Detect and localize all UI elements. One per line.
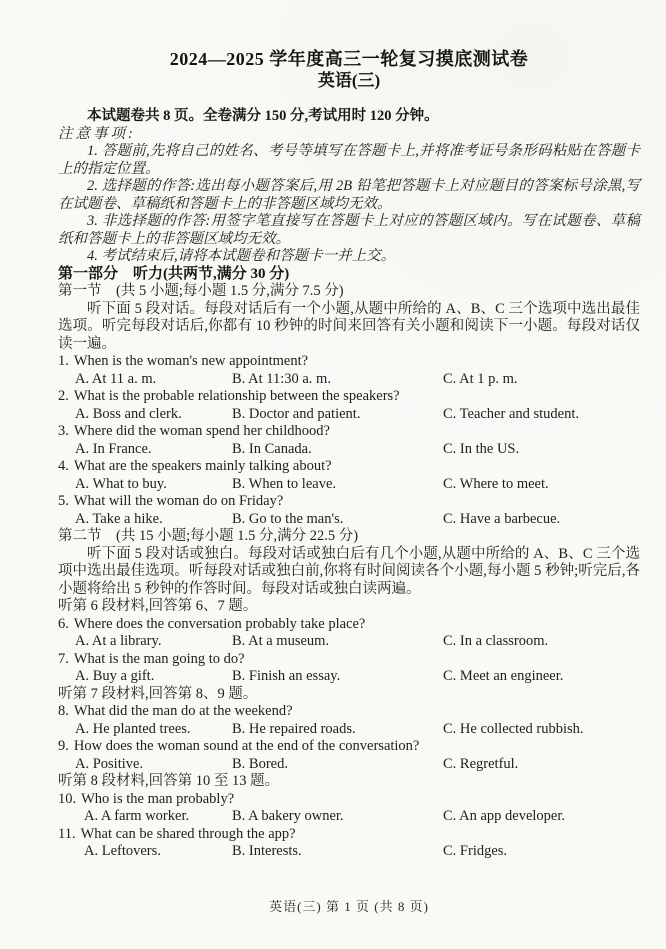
- exam-subtitle: 英语(三): [317, 71, 381, 90]
- option-c: C. At 1 p. m.: [443, 370, 518, 387]
- question-stem: [58, 493, 640, 511]
- question-stem: [58, 651, 640, 669]
- notice-item-3: 3. 非选择题的作答:用签字笔直接写在答题卡上对应的答题区域内。写在试题卷、草稿纸和答题卡上的非答题区域均无效。: [58, 213, 640, 247]
- question-text: What will the woman do on Friday?: [73, 493, 284, 509]
- option-b: B. Doctor and patient.: [232, 405, 361, 422]
- question-text: What is the man going to do?: [73, 650, 245, 667]
- question-number: 9.: [58, 738, 69, 754]
- question-number: 1.: [58, 353, 69, 369]
- option-c: C. An app developer.: [443, 808, 566, 824]
- question-text: When is the woman's new appointment?: [73, 353, 309, 369]
- question-stem: [58, 388, 640, 406]
- question-options: [58, 843, 640, 861]
- question-text: What did the man do at the weekend?: [73, 703, 293, 719]
- exam-title: 2024—2025 学年度高三一轮复习摸底测试卷: [169, 49, 529, 69]
- option-c: C. Regretful.: [443, 755, 519, 772]
- question-number: 5.: [58, 493, 69, 509]
- option-c: C. Have a barbecue.: [443, 510, 561, 527]
- option-a: A. In France.: [75, 440, 152, 457]
- question-options: [58, 633, 640, 651]
- question-2: [58, 388, 640, 423]
- question-options: [58, 371, 640, 389]
- question-stem: [58, 703, 640, 721]
- question-options: [58, 476, 640, 494]
- question-stem: [58, 791, 640, 809]
- option-a: A. Buy a gift.: [75, 668, 155, 684]
- question-stem: [58, 738, 640, 756]
- option-a: A. Take a hike.: [75, 510, 163, 527]
- question-11: [58, 826, 640, 861]
- option-c: C. Where to meet.: [443, 475, 549, 492]
- option-c: C. He collected rubbish.: [443, 720, 584, 737]
- question-number: 6.: [58, 615, 69, 632]
- question-text: What can be shared through the app?: [80, 825, 296, 842]
- question-text: How does the woman sound at the end of the conversation?: [73, 738, 420, 754]
- notice-label: 注意事项:: [58, 125, 136, 142]
- question-text: What is the probable relationship between the speakers?: [73, 388, 400, 404]
- option-b: B. Go to the man's.: [232, 510, 344, 527]
- option-b: B. When to leave.: [232, 475, 337, 492]
- part1-heading: 第一部分 听力(共两节,满分 30 分): [58, 265, 290, 282]
- option-b: B. Interests.: [232, 843, 302, 859]
- question-stem: [58, 423, 640, 441]
- question-7: [58, 651, 640, 686]
- option-a: A. Positive.: [75, 755, 144, 772]
- question-number: 11.: [58, 825, 76, 842]
- question-stem: [58, 616, 640, 634]
- option-a: A. He planted trees.: [75, 720, 191, 737]
- option-a: A. What to buy.: [75, 475, 167, 492]
- question-6: [58, 616, 640, 651]
- option-b: B. In Canada.: [232, 440, 312, 457]
- material-note-6-7: 听第 6 段材料,回答第 6、7 题。: [58, 598, 258, 614]
- question-5: [58, 493, 640, 528]
- option-a: A. Boss and clerk.: [75, 405, 182, 422]
- option-c: C. Fridges.: [443, 843, 508, 859]
- notice-item-2: 2. 选择题的作答:选出每小题答案后,用 2B 铅笔把答题卡上对应题目的答案标号涂黑,写在试题卷、草稿纸和答题卡上的非答题区域均无效。: [58, 178, 640, 212]
- question-10: [58, 791, 640, 826]
- section1-heading: 第一节 (共 5 小题;每小题 1.5 分,满分 7.5 分): [58, 283, 344, 299]
- question-number: 4.: [58, 458, 69, 474]
- option-c: C. In the US.: [443, 440, 520, 457]
- question-options: [58, 668, 640, 686]
- question-options: [58, 406, 640, 424]
- question-options: [58, 721, 640, 739]
- page-footer: 英语(三) 第 1 页 (共 8 页): [269, 899, 429, 914]
- question-options: [58, 808, 640, 826]
- material-note-8-9: 听第 7 段材料,回答第 8、9 题。: [58, 685, 258, 702]
- question-4: [58, 458, 640, 493]
- question-number: 3.: [58, 423, 69, 439]
- option-a: A. At 11 a. m.: [75, 370, 157, 387]
- section2-instructions: 听下面 5 段对话或独白。每段对话或独白后有几个小题,从题中所给的 A、B、C 三个选项中选出最佳选项。听每段对话或独白前,你将有时间阅读各个小题,每小题 5 秒钟;听完后,各小题将给出 5 秒钟的作答时间。每段对话或独白读两遍。: [58, 545, 640, 597]
- notice-item-1: 1. 答题前,先将自己的姓名、考号等填写在答题卡上,并将准考证号条形码粘贴在答题卡上的指定位置。: [58, 143, 640, 177]
- question-number: 2.: [58, 388, 69, 404]
- option-b: B. He repaired roads.: [232, 720, 356, 737]
- option-b: B. Finish an essay.: [232, 668, 341, 684]
- option-a: A. At a library.: [75, 633, 162, 649]
- question-text: Where does the conversation probably take place?: [73, 615, 366, 632]
- question-stem: [58, 458, 640, 476]
- option-b: B. Bored.: [232, 755, 288, 772]
- question-number: 7.: [58, 650, 69, 667]
- material-note-10-13: 听第 8 段材料,回答第 10 至 13 题。: [58, 773, 280, 789]
- question-text: What are the speakers mainly talking about?: [73, 458, 332, 474]
- section2-heading: 第二节 (共 15 小题;每小题 1.5 分,满分 22.5 分): [58, 528, 359, 544]
- question-8: [58, 703, 640, 738]
- option-c: C. Teacher and student.: [443, 405, 580, 422]
- question-stem: [58, 826, 640, 844]
- question-number: 10.: [58, 790, 77, 807]
- option-a: A. Leftovers.: [84, 843, 161, 859]
- option-a: A. A farm worker.: [84, 808, 190, 824]
- question-text: Who is the man probably?: [81, 790, 235, 807]
- section1-instructions: 听下面 5 段对话。每段对话后有一个小题,从题中所给的 A、B、C 三个选项中选出最佳选项。听完每段对话后,你都有 10 秒钟的时间来回答有关小题和阅读下一小题。每段对话仅读一遍。: [58, 300, 640, 352]
- question-options: [58, 756, 640, 774]
- option-c: C. In a classroom.: [443, 633, 549, 649]
- question-stem: [58, 353, 640, 371]
- question-text: Where did the woman spend her childhood?: [73, 423, 330, 439]
- question-1: [58, 353, 640, 388]
- question-3: [58, 423, 640, 458]
- question-number: 8.: [58, 703, 69, 719]
- option-b: B. At 11:30 a. m.: [232, 370, 331, 387]
- question-options: [58, 441, 640, 459]
- option-b: B. A bakery owner.: [232, 808, 344, 824]
- question-options: [58, 511, 640, 529]
- option-c: C. Meet an engineer.: [443, 668, 564, 684]
- notice-item-4: 4. 考试结束后,请将本试题卷和答题卡一并上交。: [87, 248, 396, 264]
- exam-info-line: 本试题卷共 8 页。全卷满分 150 分,考试用时 120 分钟。: [87, 108, 439, 124]
- option-b: B. At a museum.: [232, 633, 330, 649]
- question-9: [58, 738, 640, 773]
